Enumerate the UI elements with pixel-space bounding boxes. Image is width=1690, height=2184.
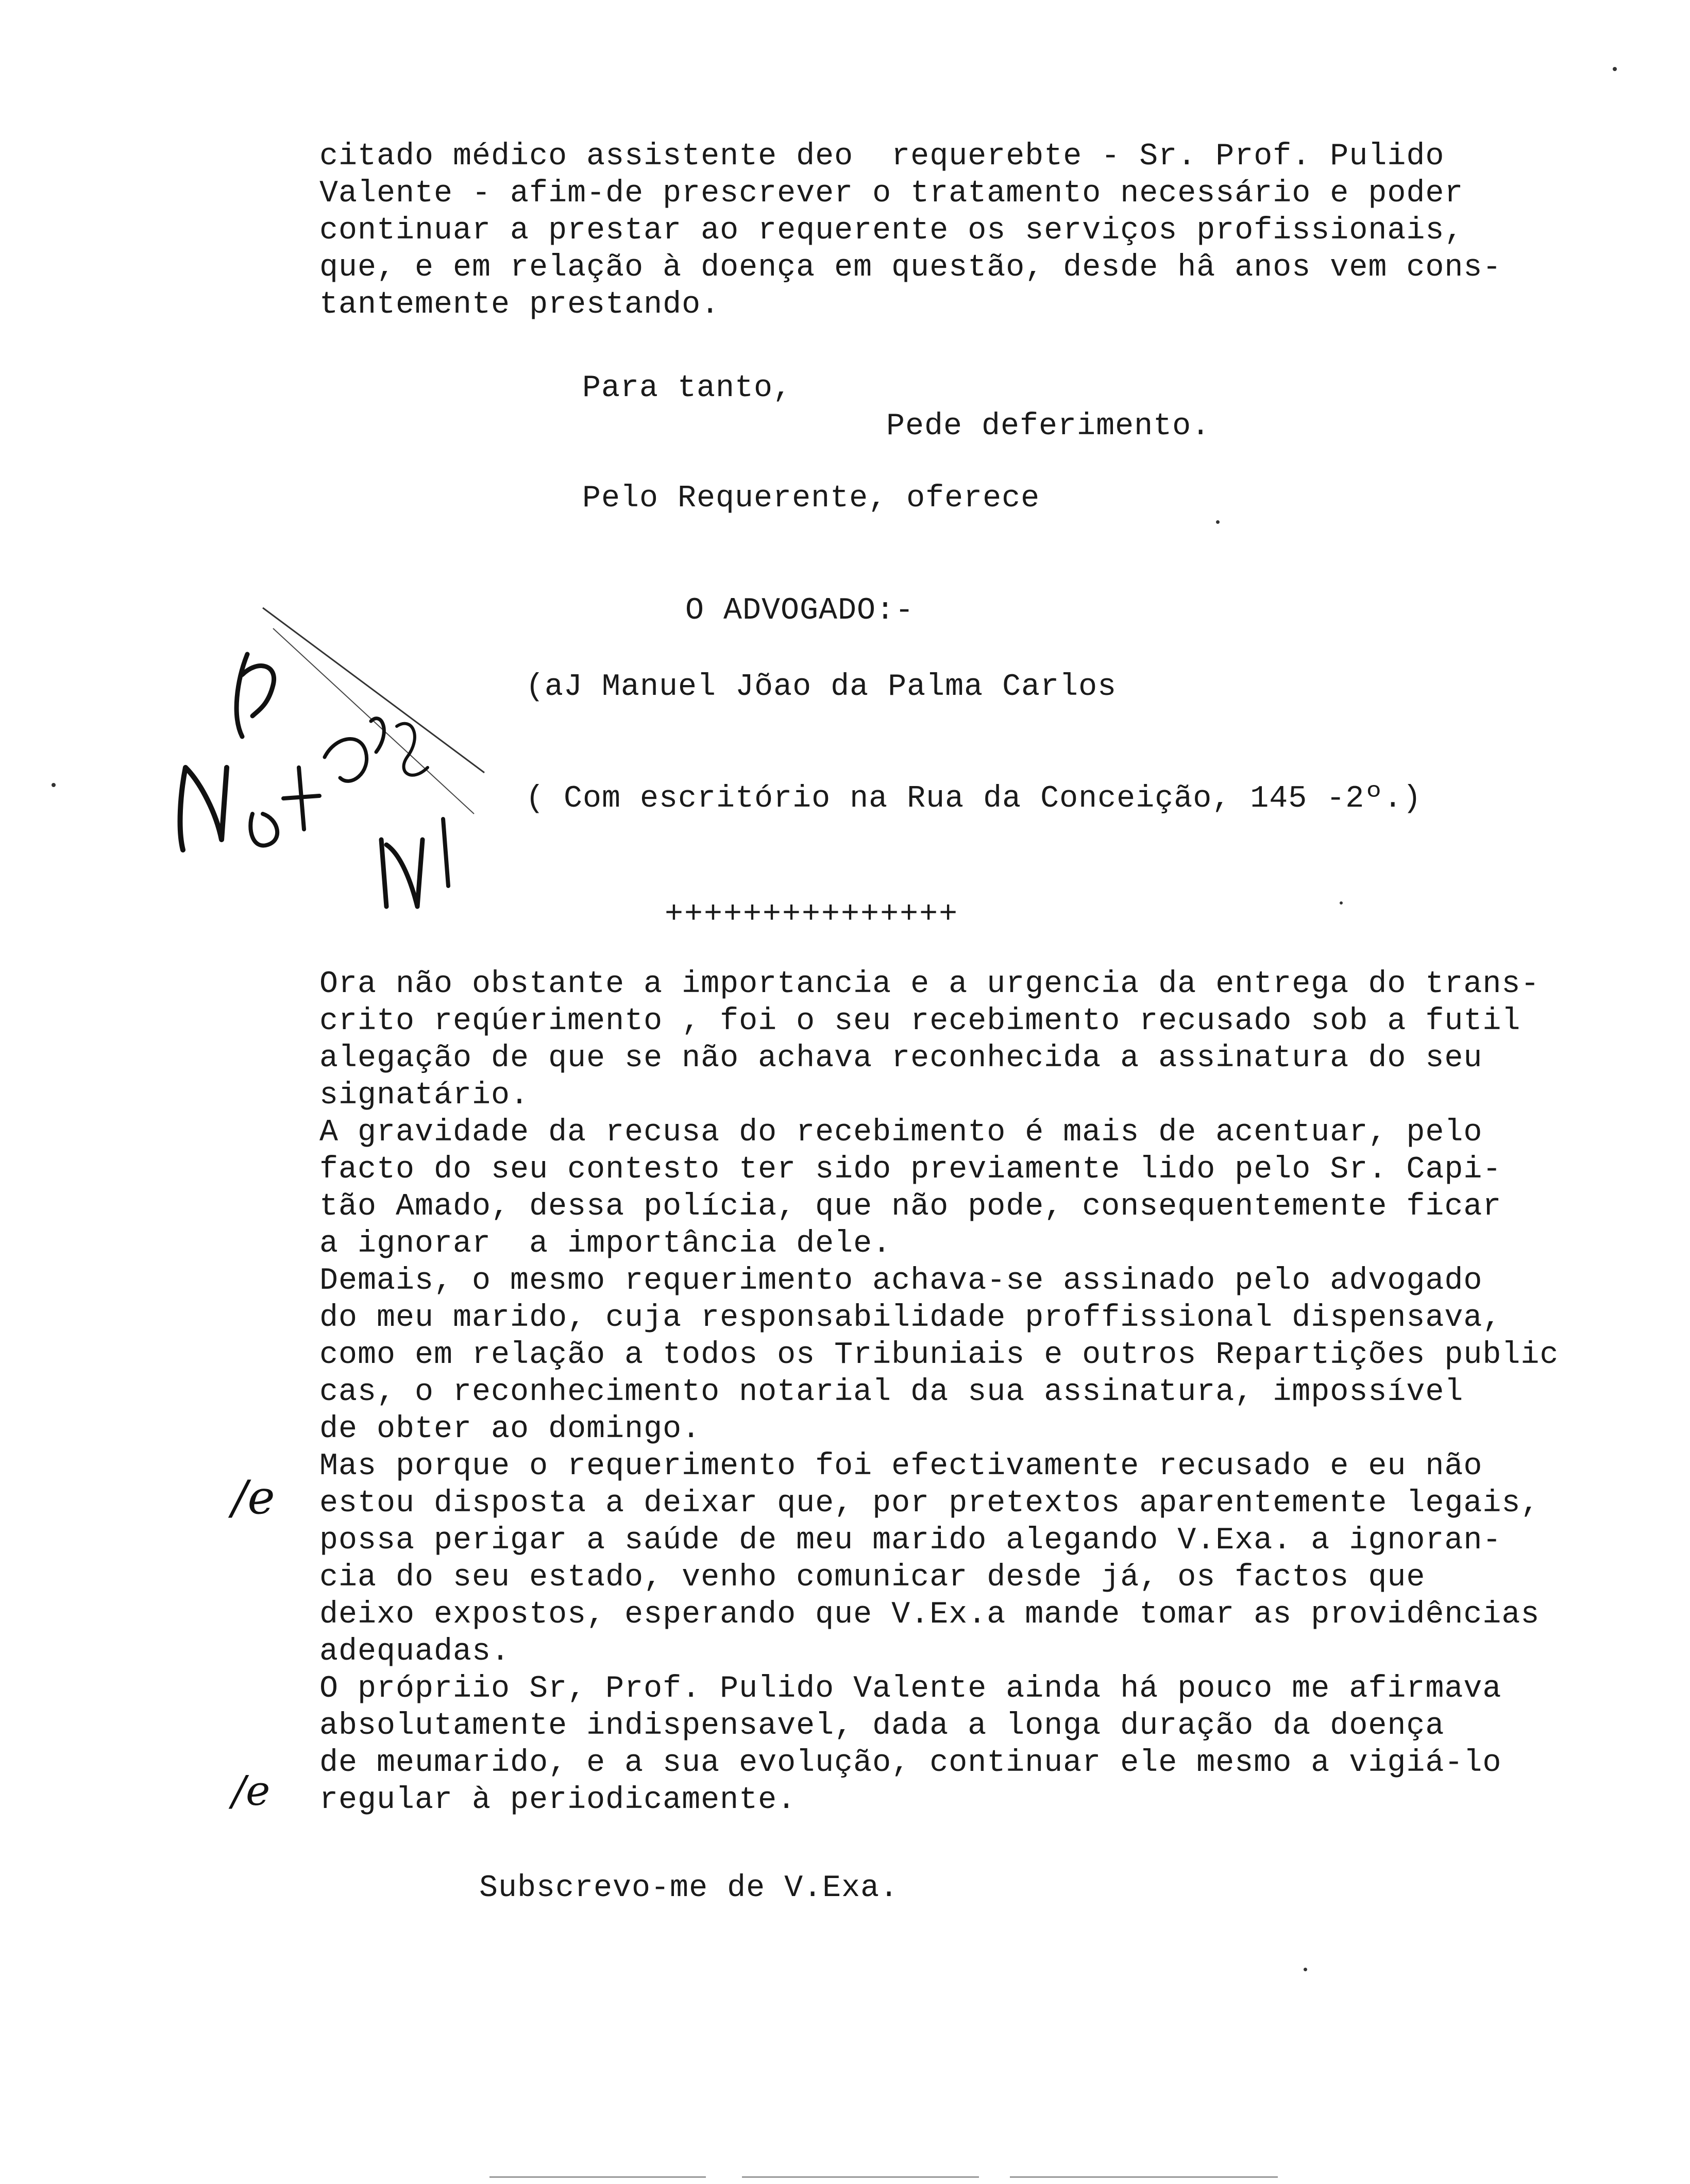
scan-edge: [742, 2176, 979, 2178]
scan-speck: [1304, 1968, 1307, 1971]
text-line: tantemente prestando.: [319, 287, 720, 322]
text-line: alegação de que se não achava reconhecida a assinatura do seu: [319, 1041, 1483, 1076]
signature-office: ( Com escritório na Rua da Conceição, 145 -2º.): [526, 781, 1422, 816]
text-line: adequadas.: [319, 1634, 511, 1669]
scan-edge: [489, 2176, 706, 2178]
scan-edge: [1010, 2176, 1278, 2178]
text-line: signatário.: [319, 1078, 530, 1113]
text-line: cas, o reconhecimento notarial da sua assinatura, impossível: [319, 1375, 1464, 1410]
margin-mark: /e: [232, 1471, 275, 1525]
signature-title: O ADVOGADO:-: [685, 593, 915, 628]
text-line: Ora não obstante a importancia e a urgencia da entrega do trans-: [319, 967, 1540, 1002]
signature-name: (aJ Manuel Jõao da Palma Carlos: [526, 670, 1117, 705]
text-line: Demais, o mesmo requerimento achava-se assinado pelo advogado: [319, 1264, 1483, 1299]
text-line: continuar a prestar ao requerente os serviços profissionais,: [319, 213, 1464, 248]
text-line: Mas porque o requerimento foi efectivamente recusado e eu não: [319, 1449, 1483, 1484]
handwritten-annotation: [155, 598, 495, 927]
closing-line: Subscrevo-me de V.Exa.: [479, 1871, 899, 1906]
text-line: tão Amado, dessa polícia, que não pode, consequentemente ficar: [319, 1189, 1502, 1224]
pelo-requerente: Pelo Requerente, oferece: [582, 481, 1040, 516]
text-line: de meumarido, e a sua evolução, continuar ele mesmo a vigiá-lo: [319, 1746, 1502, 1781]
para-tanto: Para tanto,: [582, 371, 792, 406]
margin-mark: /e: [232, 1767, 271, 1815]
text-line: possa perigar a saúde de meu marido alegando V.Exa. a ignoran-: [319, 1523, 1502, 1558]
text-line: a ignorar a importância dele.: [319, 1226, 892, 1261]
letter-body: [319, 966, 1638, 1819]
text-line: absolutamente indispensavel, dada a longa duração da doença: [319, 1709, 1445, 1744]
text-line: como em relação a todos os Tribuniais e outros Repartições public: [319, 1338, 1559, 1373]
text-line: deixo expostos, esperando que V.Ex.a mande tomar as providências: [319, 1597, 1540, 1632]
text-line: O própriio Sr, Prof. Pulido Valente ainda há pouco me afirmava: [319, 1671, 1502, 1707]
text-line: do meu marido, cuja responsabilidade proffissional dispensava,: [319, 1301, 1502, 1336]
text-line: facto do seu contesto ter sido previamente lido pelo Sr. Capi-: [319, 1152, 1502, 1187]
pede-deferimento: Pede deferimento.: [886, 409, 1211, 444]
text-line: estou disposta a deixar que, por pretextos aparentemente legais,: [319, 1486, 1540, 1521]
text-line: Valente - afim-de prescrever o tratamento necessário e poder: [319, 176, 1464, 211]
text-line: de obter ao domingo.: [319, 1412, 701, 1447]
text-line: A gravidade da recusa do recebimento é mais de acentuar, pelo: [319, 1115, 1483, 1150]
scan-speck: [1613, 67, 1617, 71]
text-line: cia do seu estado, venho comunicar desde já, os factos que: [319, 1560, 1426, 1595]
scan-speck: [1216, 520, 1220, 524]
separator: +++++++++++++++: [665, 897, 959, 932]
text-line: que, e em relação à doença em questão, desde hâ anos vem cons-: [319, 250, 1502, 285]
text-line: citado médico assistente deo requerebte - Sr. Prof. Pulido: [319, 139, 1445, 174]
scan-speck: [1340, 901, 1343, 905]
opening-paragraph: [319, 138, 1638, 323]
text-line: regular à periodicamente.: [319, 1783, 797, 1818]
text-line: crito reqúerimento , foi o seu recebimento recusado sob a futil: [319, 1004, 1521, 1039]
scan-speck: [52, 783, 56, 787]
